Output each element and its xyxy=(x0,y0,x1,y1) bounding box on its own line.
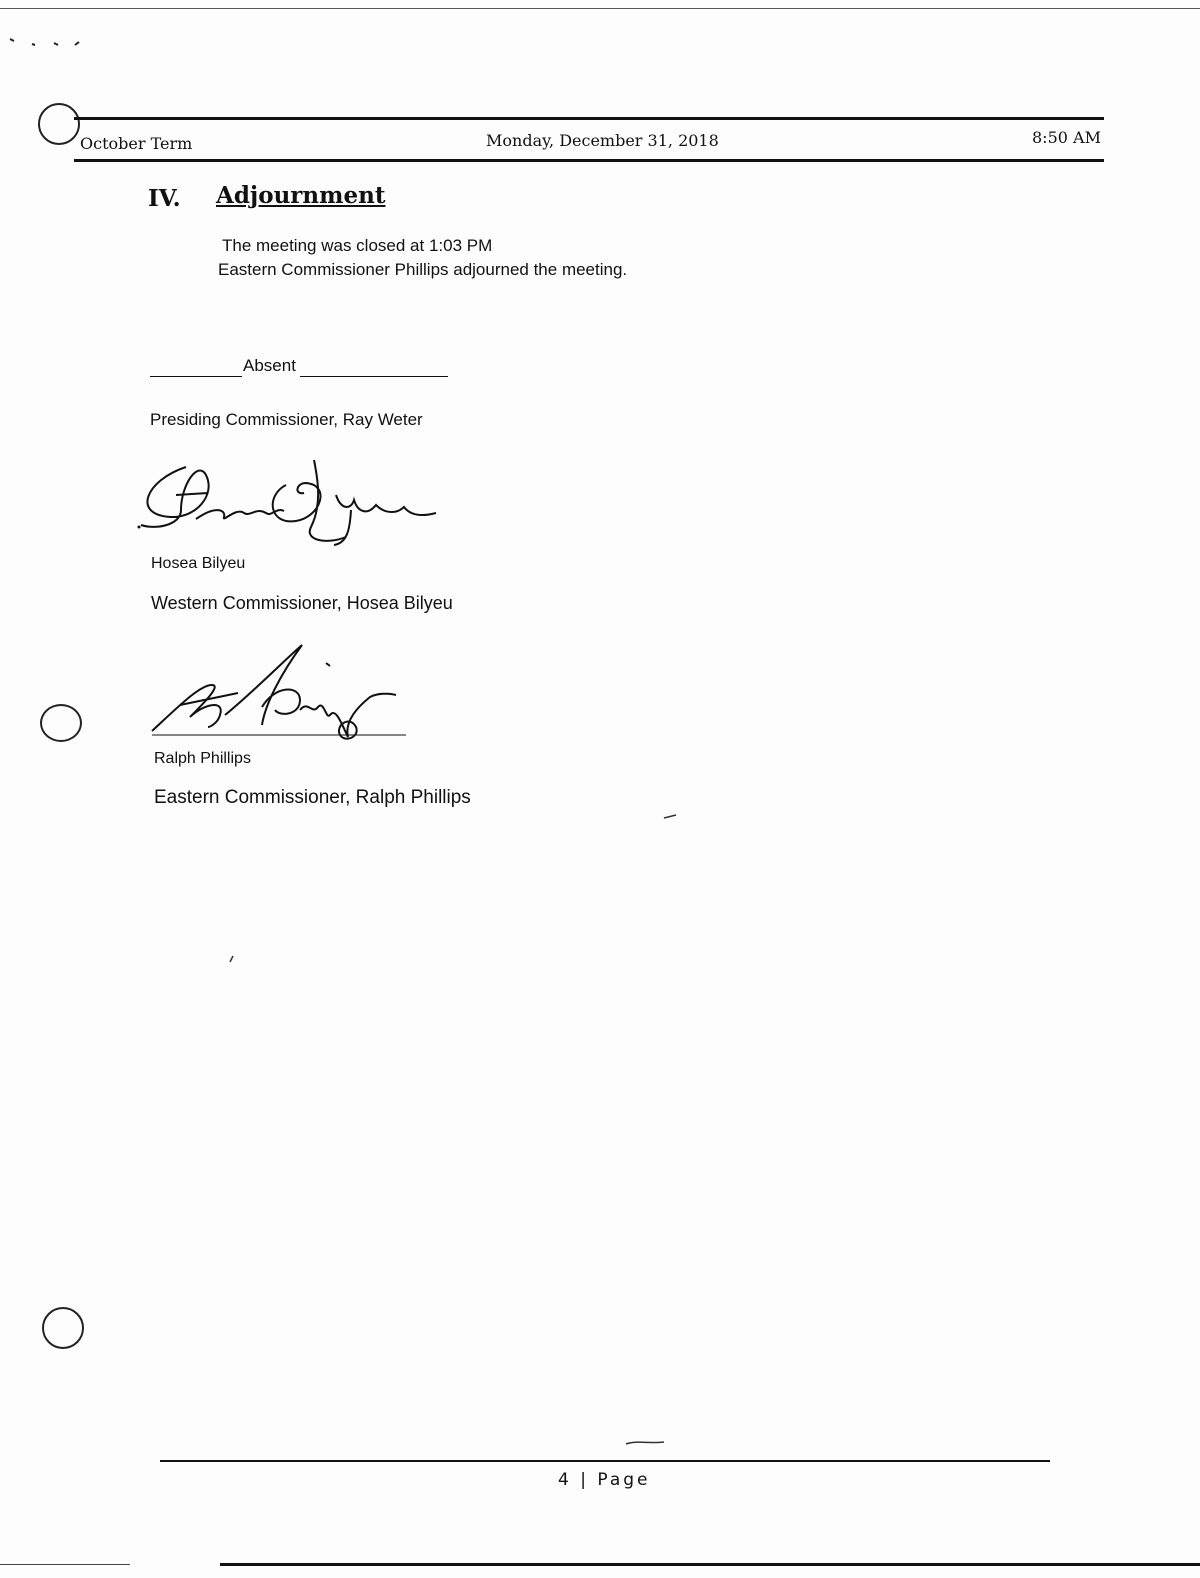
absent-label: Absent xyxy=(243,356,296,375)
meeting-closed-text: The meeting was closed at 1:03 PM xyxy=(222,236,493,255)
footer-rule xyxy=(160,1460,1050,1462)
header-date: Monday, December 31, 2018 xyxy=(486,131,719,150)
section-number: IV. xyxy=(148,185,181,212)
section-title: Adjournment xyxy=(216,182,386,209)
header-time: 8:50 AM xyxy=(1032,128,1101,147)
presiding-commissioner-title: Presiding Commissioner, Ray Weter xyxy=(150,410,423,429)
page-number: 4 | Page xyxy=(558,1470,651,1490)
bottom-scan-edge-left xyxy=(0,1564,130,1565)
western-printed-name: Hosea Bilyeu xyxy=(151,555,246,572)
western-commissioner-title: Western Commissioner, Hosea Bilyeu xyxy=(151,593,453,613)
bottom-scan-edge xyxy=(220,1563,1200,1566)
eastern-printed-name: Ralph Phillips xyxy=(154,750,251,767)
adjourned-text: Eastern Commissioner Phillips adjourned the meeting. xyxy=(218,260,628,279)
header-term: October Term xyxy=(80,134,193,153)
eastern-commissioner-title: Eastern Commissioner, Ralph Phillips xyxy=(154,787,471,808)
